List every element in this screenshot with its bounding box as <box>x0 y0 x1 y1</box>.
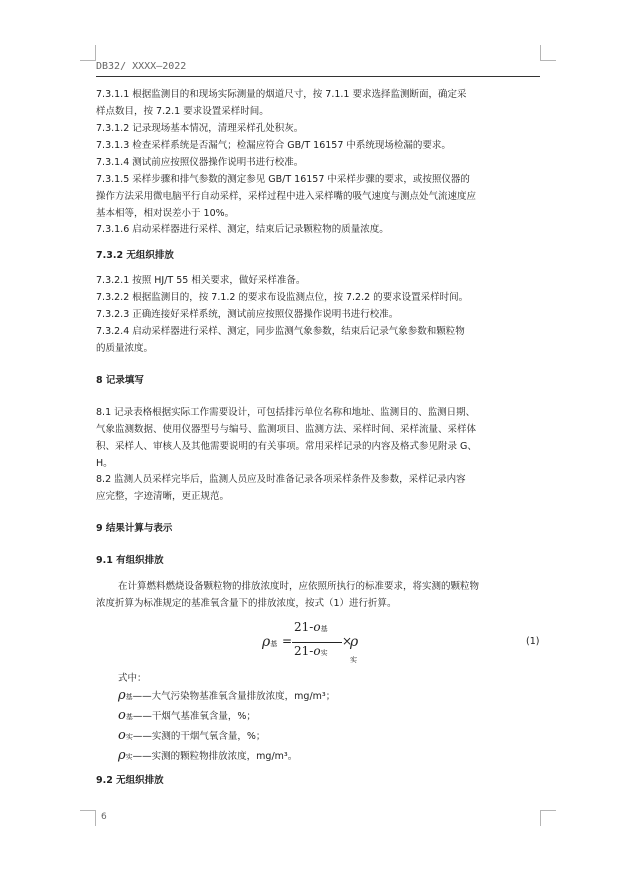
formula-times: × <box>342 634 353 648</box>
text-line: 8.1 记录表格根据实际工作需要设计，可包括排污单位名称和地址、监测目的、监测日期、 <box>96 407 476 418</box>
formula-rho-base: ρ基 <box>262 634 278 650</box>
crop-mark-bottom-left <box>80 810 96 826</box>
text-line: 的质量浓度。 <box>96 343 154 354</box>
text-line: 操作方法采用微电脑平行自动采样，采样过程中进入采样嘴的吸气速度与测点处气流速度应 <box>96 191 477 202</box>
document-code: DB32/ XXXX—2022 <box>96 61 187 72</box>
section-heading: 8 记录填写 <box>96 375 144 386</box>
formula-denominator: 21-o实 <box>294 644 328 658</box>
text-line: 样点数目，按 7.2.1 要求设置采样时间。 <box>96 106 269 117</box>
header-rule <box>96 76 540 77</box>
text-line: 7.3.1.3 检查采样系统是否漏气；检漏应符合 GB/T 16157 中系统现场检漏的要求。 <box>96 140 451 151</box>
crop-mark-bottom-right <box>540 810 556 826</box>
text-line: 7.3.2.4 启动采样器进行采样、测定，同步监测气象参数，结束后记录气象参数和颗粒物 <box>96 326 465 337</box>
symbol-definition: ρ实——实测的颗粒物排放浓度，mg/m³。 <box>118 748 298 763</box>
text-line: 7.3.2.1 按照 HJ/T 55 相关要求，做好采样准备。 <box>96 275 306 286</box>
formula-1 <box>262 620 362 664</box>
text-line: 应完整，字迹清晰，更正规范。 <box>96 491 230 502</box>
section-heading: 9.1 有组织排放 <box>96 555 164 566</box>
text-line: 7.3.1.5 采样步骤和排气参数的测定参见 GB/T 16157 中采样步骤的要求，或按照仪器的 <box>96 174 470 185</box>
symbol-definition: ρ基——大气污染物基准氧含量排放浓度，mg/m³； <box>118 688 336 703</box>
section-heading: 7.3.2 无组织排放 <box>96 250 174 261</box>
text-line: 气象监测数据、使用仪器型号与编号、监测项目、监测方法、采样时间、采样流量、采样体 <box>96 424 477 435</box>
formula-rho-measured: ρ实 <box>350 634 359 664</box>
text-line: 7.3.2.2 根据监测目的，按 7.1.2 的要求布设监测点位，按 7.2.2 的要求设置采样时间。 <box>96 292 469 303</box>
text-line: H。 <box>96 458 113 469</box>
text-line: 浓度折算为标准规定的基准氧含量下的排放浓度，按式（1）进行折算。 <box>96 598 397 609</box>
crop-mark-top-left <box>80 45 96 61</box>
text-line: 积、采样人、审核人及其他需要说明的有关事项。常用采样记录的内容及格式参见附录 G、 <box>96 441 477 452</box>
text-line: 7.3.1.2 记录现场基本情况，清理采样孔处积灰。 <box>96 123 304 134</box>
page-number: 6 <box>101 812 107 822</box>
text-line: 式中： <box>118 673 147 684</box>
text-line: 8.2 监测人员采样完毕后，监测人员应及时准备记录各项采样条件及参数，采样记录内容 <box>96 474 466 485</box>
text-line: 7.3.1.4 测试前应按照仪器操作说明书进行校准。 <box>96 157 304 168</box>
formula-numerator: 21-o基 <box>294 620 328 634</box>
section-heading: 9.2 无组织排放 <box>96 775 164 786</box>
text-line: 基本相等，相对误差小于 10%。 <box>96 208 235 219</box>
section-heading: 9 结果计算与表示 <box>96 523 173 534</box>
symbol-definition: o基——干烟气基准氧含量，%； <box>118 708 256 723</box>
text-line: 7.3.2.3 正确连接好采样系统，测试前应按照仪器操作说明书进行校准。 <box>96 309 399 320</box>
text-line: 7.3.1.6 启动采样器进行采样、测定，结束后记录颗粒物的质量浓度。 <box>96 224 389 235</box>
text-line: 在计算燃料燃烧设备颗粒物的排放浓度时，应依照所执行的标准要求，将实测的颗粒物 <box>118 581 480 592</box>
symbol-definition: o实——实测的干烟气氧含量，%； <box>118 728 266 743</box>
formula-equals: = <box>282 634 293 648</box>
crop-mark-top-right <box>540 45 556 61</box>
text-line: 7.3.1.1 根据监测目的和现场实际测量的烟道尺寸，按 7.1.1 要求选择监测断面，确定采 <box>96 89 467 100</box>
equation-number: (1) <box>526 636 540 647</box>
fraction-bar <box>292 642 342 643</box>
